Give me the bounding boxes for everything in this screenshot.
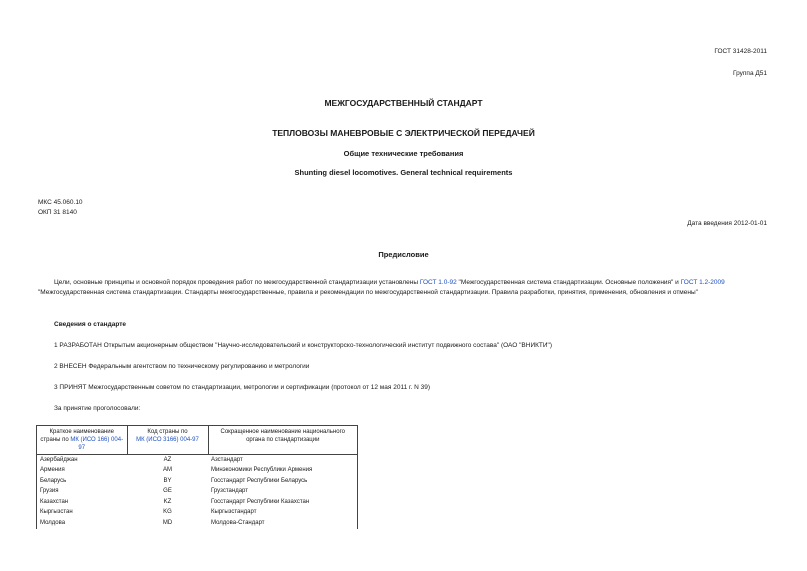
- mk-iso-3166-link[interactable]: МК (ИСО 3166) 004-97: [136, 437, 199, 443]
- introduced-by: 2 ВНЕСЕН Федеральным агентством по техническому регулированию и метрологии: [54, 363, 310, 370]
- organization-cell: Грузстандарт: [208, 487, 358, 498]
- voted-label: За принятие проголосовали:: [54, 405, 141, 412]
- country-cell: Армения: [37, 466, 128, 477]
- document-title: ТЕПЛОВОЗЫ МАНЕВРОВЫЕ С ЭЛЕКТРИЧЕСКОЙ ПЕРЕДАЧЕЙ: [272, 128, 535, 138]
- standard-info-heading: Сведения о стандарте: [54, 321, 127, 328]
- table-row: [37, 455, 358, 466]
- country-cell: Беларусь: [37, 476, 128, 487]
- foreword-heading: Предисловие: [378, 250, 429, 259]
- table-row: [37, 476, 358, 487]
- organization-cell: Госстандарт Республики Казахстан: [208, 497, 358, 508]
- code-cell: KG: [163, 509, 172, 516]
- gost-number: ГОСТ 31428-2011: [714, 48, 767, 55]
- okp-code: ОКП 31 8140: [38, 209, 77, 216]
- column-header-organization: Сокращенное наименование национального органа по стандартизации: [208, 426, 358, 455]
- organization-cell: Молдова-Стандарт: [208, 518, 358, 529]
- gost-1-0-92-link[interactable]: ГОСТ 1.0-92: [419, 279, 457, 286]
- organization-cell: Кыргызстандарт: [208, 508, 358, 519]
- table-row: [37, 497, 358, 508]
- country-cell: Грузия: [37, 487, 128, 498]
- introduction-date: Дата введения 2012-01-01: [687, 220, 767, 227]
- table-row: [37, 466, 358, 477]
- table-row: [37, 518, 358, 529]
- developed-by: 1 РАЗРАБОТАН Открытым акционерным обществом "Научно-исследовательский и конструкторско-технологический институт подвижного состава" (ОАО "ВНИКТИ"): [54, 342, 553, 349]
- country-cell: Азербайджан: [37, 455, 128, 466]
- column-header-code: Код страны по МК (ИСО 3166) 004-97: [127, 426, 208, 455]
- column-header-country: Краткое наименование страны по МК (ИСО 166) 004-97: [37, 426, 128, 455]
- country-cell: Молдова: [37, 518, 128, 529]
- document-subtitle: Общие технические требования: [343, 149, 464, 158]
- code-cell: MD: [162, 519, 173, 526]
- code-cell: KZ: [163, 498, 172, 505]
- code-cell: AM: [163, 467, 172, 474]
- foreword-paragraph: Цели, основные принципы и основной порядок проведения работ по межгосударственной стандартизации установлены ГОСТ 1.0-92 "Межгосударственная система стандартизации. Основные положения" и ГОСТ 1.2-2009 "Межгосударственная система стандартизации. Стандарты межгосударственные, правила и рекомендации по межгосударственной стандартизации. Правила разработки, принятия, применения, обновления и отмены": [38, 279, 725, 296]
- mk-iso-166-link[interactable]: МК (ИСО 166) 004-97: [70, 437, 124, 451]
- code-cell: AZ: [163, 456, 172, 463]
- voting-countries-table: [36, 425, 358, 529]
- code-cell: BY: [163, 477, 172, 484]
- country-cell: Кыргызстан: [37, 508, 128, 519]
- table-row: [37, 487, 358, 498]
- code-cell: GE: [163, 488, 172, 495]
- english-title: Shunting diesel locomotives. General technical requirements: [294, 168, 513, 177]
- organization-cell: Госстандарт Республики Беларусь: [208, 476, 358, 487]
- table-row: [37, 508, 358, 519]
- standard-title: МЕЖГОСУДАРСТВЕННЫЙ СТАНДАРТ: [324, 98, 483, 108]
- adopted-by: 3 ПРИНЯТ Межгосударственным советом по стандартизации, метрологии и сертификации (протокол от 12 мая 2011 г. N 39): [54, 384, 431, 391]
- gost-1-2-2009-link[interactable]: ГОСТ 1.2-2009: [680, 279, 725, 286]
- country-cell: Казахстан: [37, 497, 128, 508]
- group-code: Группа Д51: [732, 70, 767, 77]
- organization-cell: Минэкономики Республики Армения: [208, 466, 358, 477]
- organization-cell: Азстандарт: [208, 455, 358, 466]
- mks-code: МКС 45.060.10: [38, 199, 83, 206]
